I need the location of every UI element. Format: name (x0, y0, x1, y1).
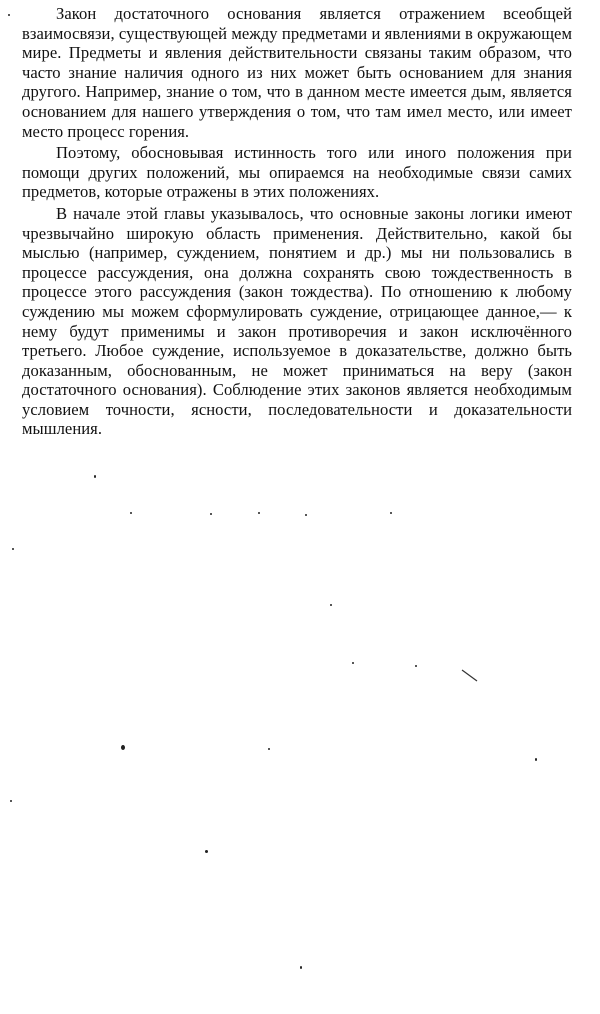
paragraph-3: В начале этой главы указывалось, что основные законы логики имеют чрезвычайно широкую область применения. Действительно, какой бы мыслью (например, суждением, понятием и др.) мы ни пользовались в процессе рассуждения, она должна сохранять свою тождественность в процессе этого рассуждения (закон тождества). По отношению к любому суждению мы можем сформулировать суждение, отрицающее данное,— к нему будут применимы и закон противоречия и закон исключённого третьего. Любое суждение, используемое в доказательстве, должно быть доказанным, обоснованным, не может приниматься на веру (закон достаточного основания). Соблюдение этих законов является необходимым условием точности, ясности, последовательности и доказательности мышления. (22, 203, 572, 439)
scan-speck (300, 966, 302, 969)
scan-mark (460, 668, 480, 684)
scan-speck (352, 662, 354, 664)
document-page (22, 4, 572, 439)
scan-speck (305, 514, 307, 516)
scan-speck (210, 513, 212, 515)
scan-speck (330, 604, 332, 606)
scan-speck (390, 512, 392, 514)
scan-speck (130, 512, 132, 514)
scan-speck (12, 548, 14, 550)
scan-speck (8, 14, 10, 16)
scan-speck (535, 758, 537, 761)
scan-speck (94, 475, 96, 478)
scan-speck (121, 745, 125, 750)
paragraph-1: Закон достаточного основания является отражением всеобщей взаимосвязи, существующей между предметами и явлениями в окружающем мире. Предметы и явления действительности связаны таким образом, что часто знание наличия одного из них может быть основанием для знания другого. Например, знание о том, что в данном месте имеется дым, является основанием для нашего утверждения о том, что там имел место, или имеет место процесс горения. (22, 4, 572, 141)
scan-speck (258, 512, 260, 514)
scan-speck (205, 850, 208, 853)
scan-speck (268, 748, 270, 750)
scan-speck (10, 800, 12, 802)
scan-speck (415, 665, 417, 667)
paragraph-2: Поэтому, обосновывая истинность того или иного положения при помощи других положений, мы опираемся на необходимые связи самих предметов, которые отражены в этих положениях. (22, 143, 572, 202)
